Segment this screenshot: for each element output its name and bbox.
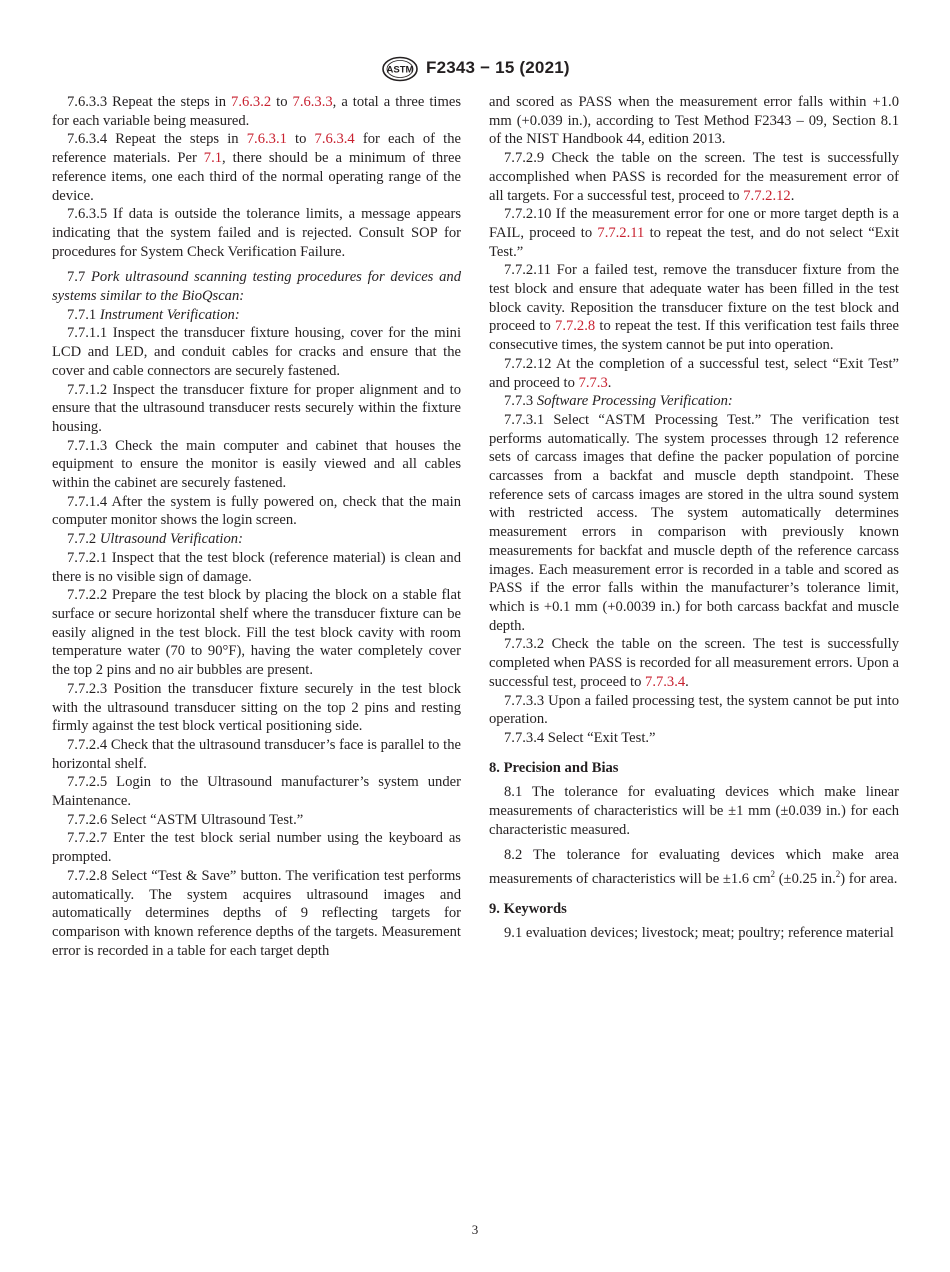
paragraph-7-7-2-11: 7.7.2.11 For a failed test, remove the transducer fixture from the test block and ensure that adequate water has been filled in the test block cavity. Reposition the transducer fixture on the test block and proceed to 7.7.2.8 to repeat the test. If this verification test fails three consecutive times, the system cannot be put into operation. — [489, 262, 899, 354]
paragraph-7-7: 7.7 Pork ultrasound scanning testing procedures for devices and systems similar to the BioQscan: — [52, 269, 462, 305]
paragraph-7-7-2-5: 7.7.2.5 Login to the Ultrasound manufacturer’s system under Maintenance. — [52, 774, 461, 810]
paragraph-7-7-2-4: 7.7.2.4 Check that the ultrasound transducer’s face is parallel to the horizontal shelf. — [52, 736, 461, 772]
paragraph-7-7-2-1: 7.7.2.1 Inspect that the test block (reference material) is clean and there is no visible sign of damage. — [52, 549, 461, 585]
paragraph-7-7-1-4: 7.7.1.4 After the system is fully powered on, check that the main computer monitor shows the login screen. — [52, 493, 461, 529]
right-column — [489, 93, 899, 943]
paragraph-7-7-2-8: 7.7.2.8 Select “Test & Save” button. The verification test performs automatically. The system acquires ultrasound images and automatically determines depths of 9 reflecting targets for comparison with known reference depths of the targets. Measurement error is recorded in a table for each target depth — [52, 867, 461, 959]
link-7-6-3-2[interactable]: 7.6.3.2 — [231, 94, 272, 110]
paragraph-7-7-3-2: 7.7.3.2 Check the table on the screen. The test is successfully completed when PASS is recorded for all measurement errors. Upon a successful test, proceed to 7.7.3.4. — [489, 636, 899, 690]
paragraph-8-2: 8.2 The tolerance for evaluating devices which make area measurements of characteristics will be ±1.6 $cm^2$ (±0.25 in.$^2$) for area. — [489, 847, 899, 887]
link-7-7-2-11[interactable]: 7.7.2.11 — [597, 224, 645, 241]
link-7-6-3-3[interactable]: 7.6.3.3 — [292, 94, 333, 110]
paragraph-7-7-1-1: 7.7.1.1 Inspect the transducer fixture housing, cover for the mini LCD and LED, and conduit cables for cracks and ensure that the cover and cable connectors are securely fastened. — [52, 325, 461, 379]
paragraph-7-6-3-5: 7.6.3.5 If data is outside the tolerance limits, a message appears indicating that the system failed and is rejected. Consult SOP for procedures for System Check Verification Failure. — [52, 206, 461, 260]
paragraph-7-7-2-12: 7.7.2.12 At the completion of a successful test, select “Exit Test” and proceed to 7.7.3. — [489, 355, 899, 391]
paragraph-7-7-2-7: 7.7.2.7 Enter the test block serial number using the keyboard as prompted. — [52, 830, 461, 866]
link-7-7-3[interactable]: 7.7.3 — [578, 374, 608, 391]
paragraph-7-7-2-2: 7.7.2.2 Prepare the test block by placing the block on a stable flat surface or secure horizontal shelf where the transducer fixture can be easily aligned in the test block. Fill the test block cavity with room temperature water (70 to 90°F), having the water completely cover the top 2 pins and no air bubbles are present. — [52, 587, 461, 679]
link-7-6-3-1[interactable]: 7.6.3.1 — [246, 131, 287, 148]
paragraph-7-6-3-3: 7.6.3.3 Repeat the steps in 7.6.3.2 to 7.6.3.3, a total a three times for each variable being measured. — [52, 94, 461, 129]
document-id: F2343 − 15 (2021) — [426, 58, 570, 77]
paragraph-8-1: 8.1 The tolerance for evaluating devices which make linear measurements of characteristics will be ±1 mm (±0.039 in.) for each characteristic measured. — [489, 784, 899, 838]
link-7-7-3-4[interactable]: 7.7.3.4 — [645, 673, 686, 690]
paragraph-7-7-3-3: 7.7.3.3 Upon a failed processing test, the system cannot be put into operation. — [489, 692, 899, 728]
section-heading-9: 9. Keywords — [489, 900, 567, 917]
astm-logo-icon — [381, 56, 419, 82]
page-number: 3 — [471, 1222, 479, 1237]
paragraph-7-7-1-2: 7.7.1.2 Inspect the transducer fixture for proper alignment and to ensure that the ultrasound transducer rests securely within the fixture housing. — [52, 381, 461, 435]
paragraph-7-6-3-4: 7.6.3.4 Repeat the steps in 7.6.3.1 to 7.6.3.4 for each of the reference materials. Per 7.1, there should be a minimum of three reference items, one each third of the normal operating range of the device. — [52, 131, 462, 204]
link-7-7-2-8[interactable]: 7.7.2.8 — [555, 318, 596, 335]
left-column — [52, 93, 461, 960]
link-7-6-3-4[interactable]: 7.6.3.4 — [314, 131, 355, 148]
paragraph-7-7-2-10: 7.7.2.10 If the measurement error for one or more target depth is a FAIL, proceed to 7.7.2.11 to repeat the test, and do not select “Exit Test.” — [489, 206, 899, 260]
paragraph-7-7-3-4: 7.7.3.4 Select “Exit Test.” — [504, 729, 656, 746]
paragraph-7-7-2: 7.7.2 Ultrasound Verification: — [67, 531, 243, 548]
link-7-1[interactable]: 7.1 — [203, 150, 223, 167]
paragraph-7-7-3: 7.7.3 Software Processing Verification: — [504, 393, 733, 410]
paragraph-7-7-1: 7.7.1 Instrument Verification: — [67, 306, 240, 323]
page-header — [0, 56, 950, 84]
paragraph-7-7-2-6: 7.7.2.6 Select “ASTM Ultrasound Test.” — [67, 811, 304, 828]
paragraph-7-7-1-3: 7.7.1.3 Check the main computer and cabinet that houses the equipment to ensure the monitor is easily viewed and all cables within the cabinet are securely fastened. — [52, 437, 461, 492]
paragraph-9-1: 9.1 evaluation devices; livestock; meat; poultry; reference material — [504, 925, 894, 942]
paragraph-7-7-2-8-cont: and scored as PASS when the measurement error falls within +1.0 mm (+0.039 in.), according to Test Method F2343 – 09, Section 8.1 of the NIST Handbook 44, edition 2013. — [489, 94, 899, 148]
section-heading-8: 8. Precision and Bias — [489, 759, 619, 776]
paragraph-7-7-2-9: 7.7.2.9 Check the table on the screen. The test is successfully accomplished when PASS is recorded for the measurement error of all targets. For a successful test, proceed to 7.7.2.12. — [489, 150, 899, 204]
link-7-7-2-12[interactable]: 7.7.2.12 — [743, 187, 791, 204]
paragraph-7-7-2-3: 7.7.2.3 Position the transducer fixture securely in the test block with the ultrasound transducer sitting on the top 2 pins and resting firmly against the test block vertical positioning side. — [52, 680, 461, 735]
paragraph-7-7-3-1: 7.7.3.1 Select “ASTM Processing Test.” The verification test performs automatically. The system processes through 12 reference sets of carcass images that define the packer population of porcine carcasses from a backfat and muscle depth standpoint. These reference sets of carcass images are stored in the ultra sound system with restricted access. The system automatically determines measurement errors in comparison with previously known measurements for backfat and muscle depth of the reference carcass images. Each measurement error is recorded in a table and scored as PASS if the error falls within the manufacturer’s tolerance limit, which is +0.1 mm (+0.0039 in.) for both carcass backfat and muscle depth. — [489, 411, 899, 634]
svg-text:ASTM: ASTM — [386, 64, 414, 76]
